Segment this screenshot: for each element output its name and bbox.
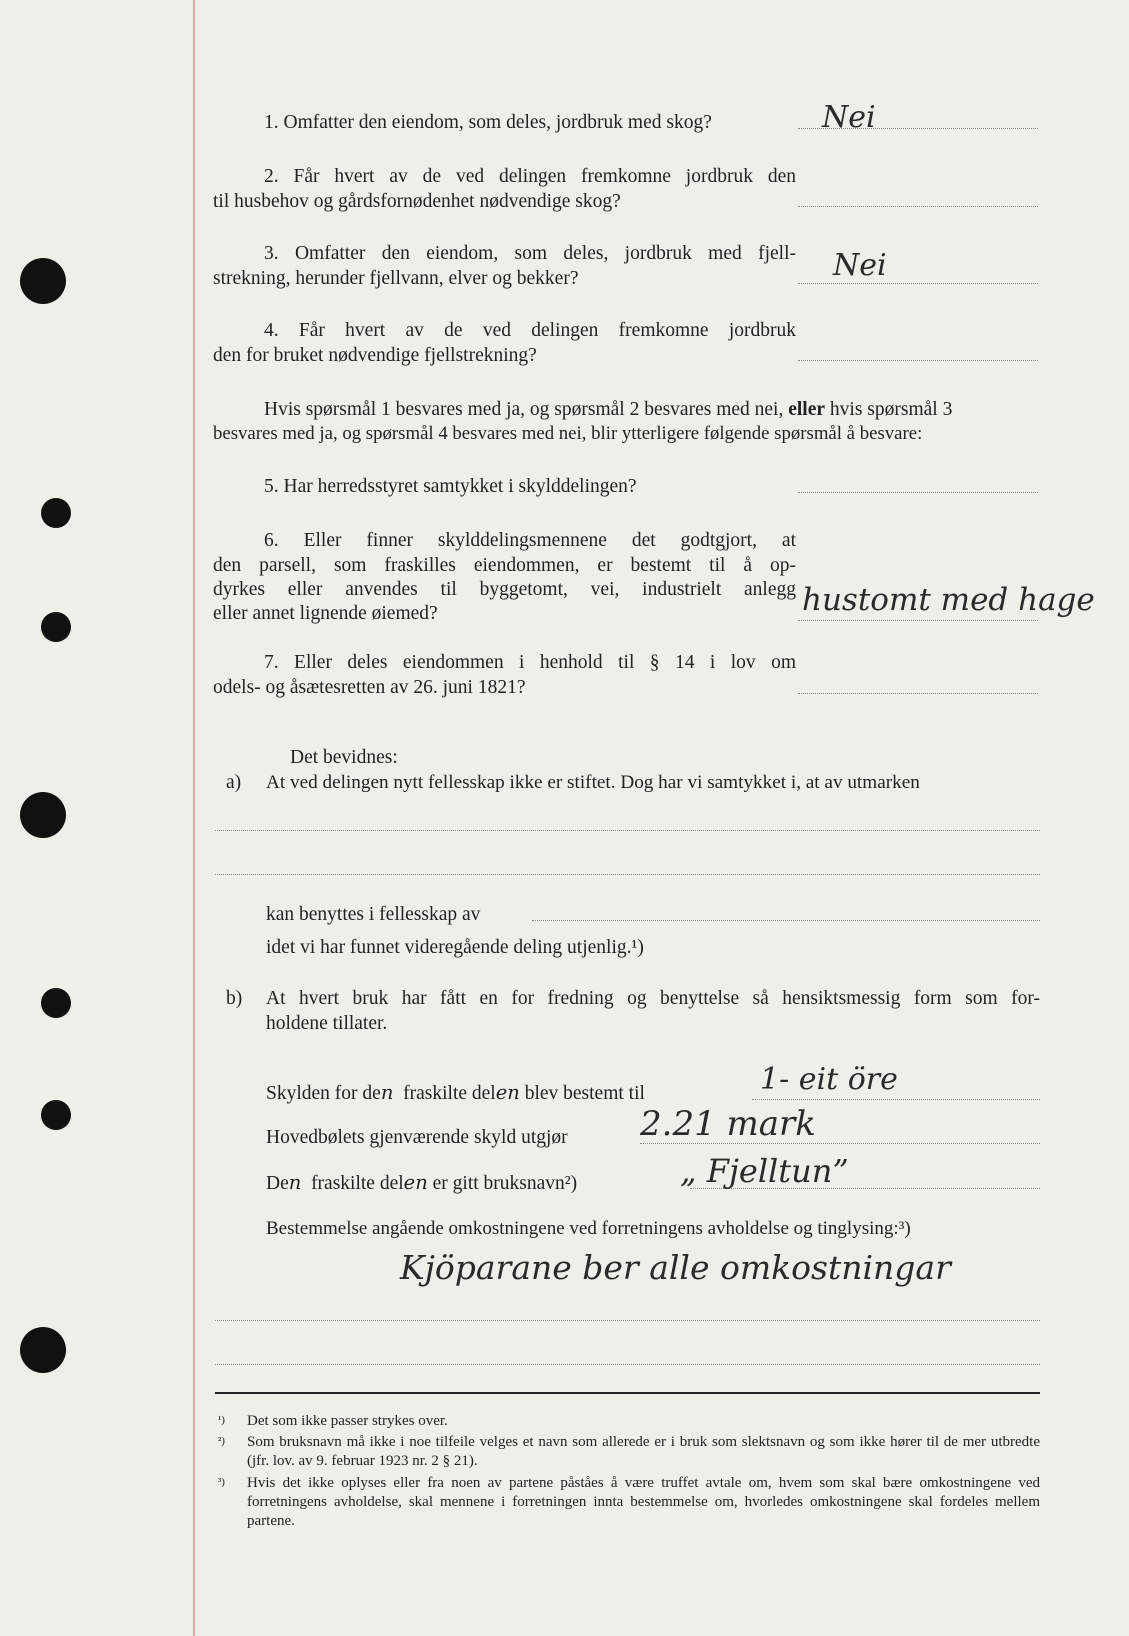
skyld-line-4-blank-1: [215, 1320, 1040, 1321]
answer-line-6: [798, 620, 1038, 621]
skyld-3-hw-1: n: [288, 1171, 302, 1194]
question-6-line-1: 6. Eller finner skylddelingsmennene det godtgjort, at: [264, 530, 796, 551]
question-3-line-1: 3. Omfatter den eiendom, som deles, jordbruk med fjell-: [264, 243, 796, 264]
punch-hole: [41, 498, 71, 528]
skyld-1-hw-2: en: [495, 1081, 520, 1104]
punch-hole: [20, 792, 66, 838]
answer-3: Nei: [833, 248, 887, 283]
attest-b-marker: b): [226, 988, 243, 1009]
skyld-line-3: [266, 1170, 577, 1196]
footnote-2-mark: ²): [218, 1435, 225, 1447]
question-6-line-2: den parsell, som fraskilles eiendommen, er bestemt til å op-: [213, 555, 796, 576]
skyld-1-hw-1: n: [380, 1081, 394, 1104]
skyld-line-4: Bestemmelse angående omkostningene ved forretningens avholdelse og tinglysing:³): [266, 1218, 911, 1239]
attest-b-line-2: holdene tillater.: [266, 1013, 388, 1034]
punch-hole: [41, 1100, 71, 1130]
skyld-3-text-a: De: [266, 1173, 289, 1194]
skyld-2-answer: 2.21 mark: [640, 1104, 816, 1144]
condition-text-bold: eller: [788, 399, 826, 420]
attest-b-line-1: At hvert bruk har fått en for fredning og benyttelse så hensiktsmessig form som for-: [266, 988, 1040, 1009]
answer-line-5: [798, 492, 1038, 493]
footnote-1-text: Det som ikke passer strykes over.: [247, 1413, 448, 1429]
attest-a-line-3: kan benyttes i fellesskap av: [266, 904, 481, 925]
attest-a-line-4: idet vi har funnet videregående deling utjenlig.¹): [266, 937, 644, 958]
condition-text-a: Hvis spørsmål 1 besvares med ja, og spørsmål 2 besvares med nei,: [264, 399, 784, 420]
attest-a-blank-2: [215, 874, 1040, 875]
answer-line-3: [798, 283, 1038, 284]
attest-intro: Det bevidnes:: [290, 747, 398, 768]
question-6-line-4: eller annet lignende øiemed?: [213, 603, 438, 624]
condition-line-1: [264, 397, 1038, 422]
skyld-4-answer: Kjöparane ber alle omkostningar: [400, 1248, 951, 1287]
footnote-rule: [215, 1392, 1040, 1394]
answer-line-7: [798, 693, 1038, 694]
skyld-1-text-c: blev bestemt til: [524, 1083, 645, 1104]
skyld-3-text-b: fraskilte del: [311, 1173, 404, 1194]
skyld-3-answer: „ Fjelltun”: [680, 1152, 849, 1190]
answer-line-4: [798, 360, 1038, 361]
answer-1: Nei: [822, 100, 876, 135]
condition-text-b: hvis spørsmål 3: [829, 399, 953, 420]
skyld-line-1: [266, 1080, 645, 1106]
condition-line-2: besvares med ja, og spørsmål 4 besvares med nei, blir ytterligere følgende spørsmål å besvare:: [213, 423, 923, 444]
attest-a-blank-3: [532, 920, 1040, 921]
question-3-line-2: strekning, herunder fjellvann, elver og bekker?: [213, 268, 579, 289]
footnote-1-mark: ¹): [218, 1414, 225, 1426]
question-5: 5. Har herredsstyret samtykket i skylddelingen?: [264, 476, 637, 497]
footnote-3-text: Hvis det ikke oplyses eller fra noen av partene påståes å være truffet avtale om, hvem som skal bære omkostningene ved forretningens avholdelse, skal mennene i forretningen innta bestemmelse om, hvorledes omkostningene skal fordeles mellem partene.: [247, 1475, 1040, 1529]
attest-a-line-1: At ved delingen nytt fellesskap ikke er stiftet. Dog har vi samtykket i, at av utmarken: [266, 772, 920, 793]
punch-hole: [41, 988, 71, 1018]
question-2-line-1: 2. Får hvert av de ved delingen fremkomne jordbruk den: [264, 166, 796, 187]
skyld-3-hw-2: en: [403, 1171, 428, 1194]
skyld-line-1-blank: [752, 1099, 1040, 1100]
question-6-line-3: dyrkes eller anvendes til byggetomt, vei, industrielt anlegg: [213, 579, 796, 600]
attest-a-blank-1: [215, 830, 1040, 831]
question-2-line-2: til husbehov og gårdsfornødenhet nødvendige skog?: [213, 191, 621, 212]
skyld-3-text-c: er gitt bruksnavn²): [432, 1173, 578, 1194]
answer-line-2: [798, 206, 1038, 207]
question-7-line-2: odels- og åsætesretten av 26. juni 1821?: [213, 677, 526, 698]
punch-hole: [20, 258, 66, 304]
skyld-line-4-blank-2: [215, 1364, 1040, 1365]
punch-hole: [20, 1327, 66, 1373]
question-4-line-1: 4. Får hvert av de ved delingen fremkomne jordbruk: [264, 320, 796, 341]
skyld-line-2: Hovedbølets gjenværende skyld utgjør: [266, 1127, 568, 1148]
punch-hole: [41, 612, 71, 642]
question-7-line-1: 7. Eller deles eiendommen i henhold til § 14 i lov om: [264, 652, 796, 673]
footnote-2-text: Som bruksnavn må ikke i noe tilfeile velges et navn som allerede er i bruk som slektsnavn og som ikke hører til de mer utbredte (jfr. lov. av 9. februar 1923 nr. 2 § 21).: [247, 1434, 1040, 1469]
margin-line: [193, 0, 195, 1636]
question-4-line-2: den for bruket nødvendige fjellstrekning?: [213, 345, 537, 366]
question-1: 1. Omfatter den eiendom, som deles, jordbruk med skog?: [264, 112, 712, 133]
skyld-1-answer: 1- eit öre: [760, 1062, 898, 1097]
skyld-1-text-a: Skylden for de: [266, 1083, 381, 1104]
skyld-1-text-b: fraskilte del: [403, 1083, 496, 1104]
attest-a-marker: a): [226, 772, 242, 793]
footnote-3-mark: ³): [218, 1476, 225, 1488]
answer-6: hustomt med hage: [802, 582, 1095, 618]
